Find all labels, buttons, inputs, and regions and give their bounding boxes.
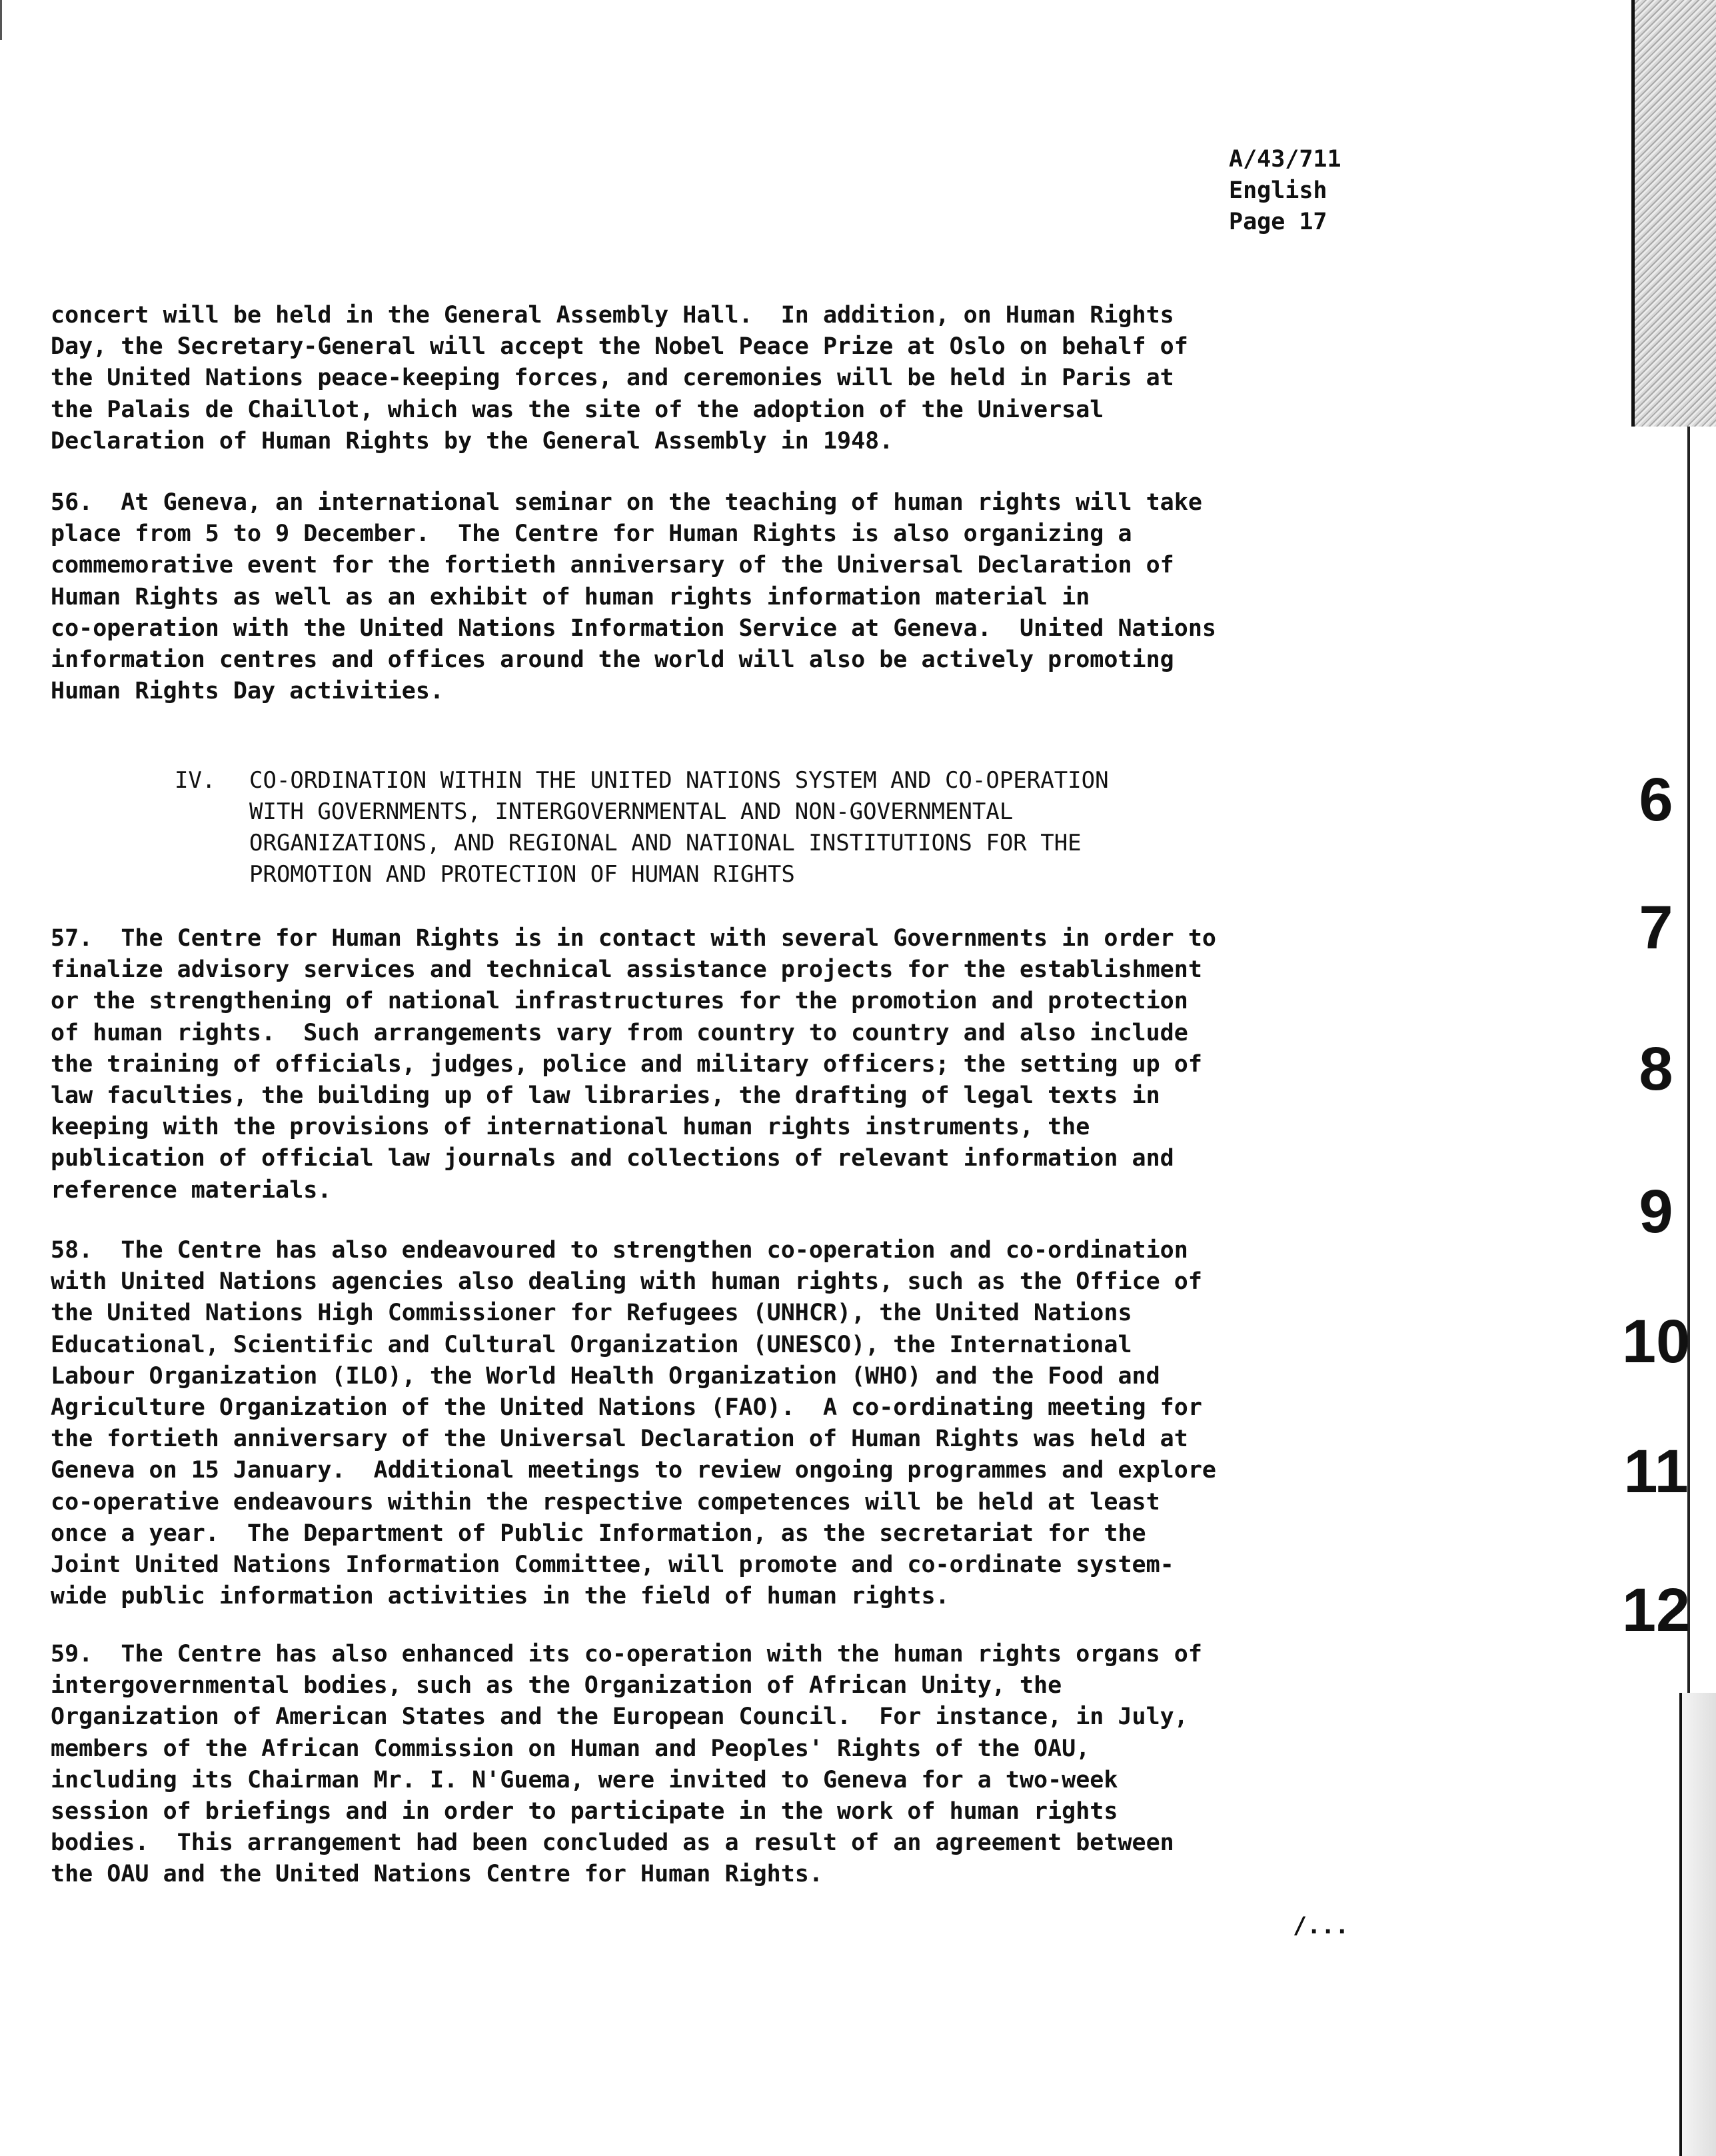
document-language: English [1229,177,1327,204]
index-tab-6[interactable]: 6 [1639,766,1673,834]
paragraph-58: 58. The Centre has also endeavoured to strengthen co-operation and co-ordination with United Nations agencies also dealing with human rights, such as the Office of the United Nations High Commissioner for Refugees (UNHCR), the United Nations Educational, Scientific and Cultural Organization (UNESCO), the International Labour Organization (ILO), the World Health Organization (WHO) and the Food and Agriculture Organization of the United Nations (FAO). A co-ordinating meeting for the fortieth anniversary of the Universal Declaration of Human Rights was held at Geneva on 15 January. Additional meetings to review ongoing programmes and explore co-operative endeavours within the respective competences will be held at least once a year. The Department of Public Information, as the secretariat for the Joint United Nations Information Committee, will promote and co-ordinate system- wide public information activities in the field of human rights. [51,1237,1216,1610]
document-header [1229,144,1341,238]
tab-edge-texture [1631,0,1716,427]
paragraph-59: 59. The Centre has also enhanced its co-operation with the human rights organs of intergovernmental bodies, such as the Organization of African Unity, the Organization of American States and the European Council. For instance, in July, members of the African Commission on Human and Peoples' Rights of the OAU, including its Chairman Mr. I. N'Guema, were invited to Geneva for a two-week session of briefings and in order to participate in the work of human rights bodies. This arrangement had been concluded as a result of an agreement between the OAU and the United Nations Centre for Human Rights. [51,1641,1202,1888]
paragraph-continuation: concert will be held in the General Assembly Hall. In addition, on Human Rights Day, the Secretary-General will accept the Nobel Peace Prize at Oslo on behalf of the United Nations peace-keeping forces, and ceremonies will be held in Paris at the Palais de Chaillot, which was the site of the adoption of the Universal Declaration of Human Rights by the General Assembly in 1948. [51,302,1188,455]
index-tab-8[interactable]: 8 [1639,1035,1673,1103]
scan-edge-mark [0,0,2,40]
index-tab-12[interactable]: 12 [1621,1576,1691,1644]
index-tab-7[interactable]: 7 [1639,894,1673,962]
section-title: CO-ORDINATION WITHIN THE UNITED NATIONS SYSTEM AND CO-OPERATION WITH GOVERNMENTS, INTERGOVERNMENTAL AND NON-GOVERNMENTAL ORGANIZATIONS, AND REGIONAL AND NATIONAL INSTITUTIONS FOR THE PROMOTION AND PROTECTION OF HUMAN RIGHTS [249,767,1109,888]
section-numeral: IV. [175,767,216,794]
index-tab-10[interactable]: 10 [1621,1308,1691,1376]
tab-edge-lower [1679,1693,1716,2156]
section-heading [175,765,1281,890]
paragraph-56: 56. At Geneva, an international seminar on the teaching of human rights will take place from 5 to 9 December. The Centre for Human Rights is also organizing a commemorative event for the fortieth anniversary of the Universal Declaration of Human Rights as well as an exhibit of human rights information material in co-operation with the United Nations Information Service at Geneva. United Nations information centres and offices around the world will also be actively promoting Human Rights Day activities. [51,489,1216,705]
continuation-mark: /... [1293,1913,1349,1939]
index-tab-11[interactable]: 11 [1623,1438,1689,1506]
paragraph-57: 57. The Centre for Human Rights is in contact with several Governments in order to finalize advisory services and technical assistance projects for the establishment or the strengthening of national infrastructures for the promotion and protection of human rights. Such arrangements vary from country to country and also include the training of officials, judges, police and military officers; the setting up of law faculties, the building up of law libraries, the drafting of legal texts in keeping with the provisions of international human rights instruments, the publication of official law journals and collections of relevant information and reference materials. [51,925,1216,1204]
page-number: Page 17 [1229,209,1327,235]
document-symbol: A/43/711 [1229,146,1341,173]
index-tab-9[interactable]: 9 [1639,1178,1673,1246]
